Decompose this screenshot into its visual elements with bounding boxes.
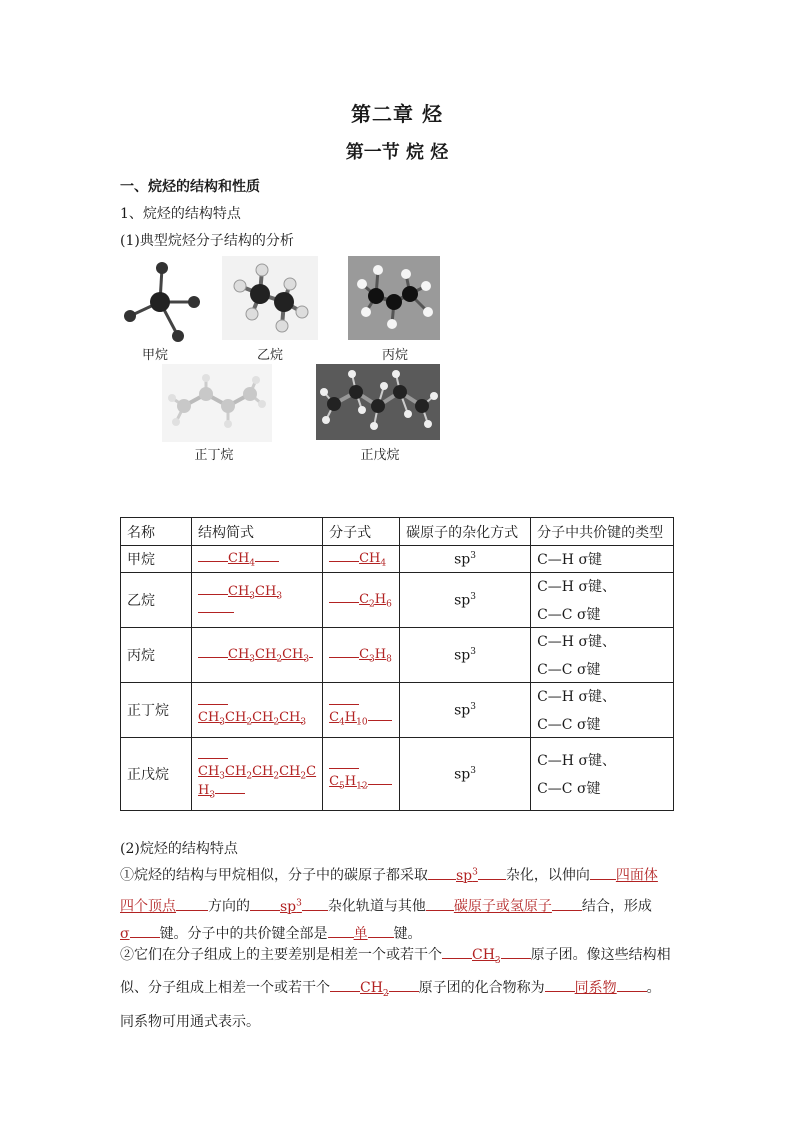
row-hybrid: $sp^3$ [400,683,531,738]
row-formula: $CH_4$ [323,546,400,573]
header-structure: 结构简式 [192,518,323,546]
header-bonds: 分子中共价键的类型 [531,518,674,546]
row-hybrid: $sp^3$ [400,546,531,573]
propane-caption: 丙烷 [381,348,408,363]
table-row [121,628,674,683]
row-structure: $CH_3CH_3$ [192,573,323,628]
row-bonds: C—H σ键、 C—C σ键 [531,683,674,738]
table-row [121,546,674,573]
subheading-structure: 1、烷烃的结构特点 [120,206,241,222]
row-name: 甲烷 [121,546,192,573]
propane-model-image [348,256,440,340]
header-formula: 分子式 [323,518,400,546]
header-hybrid: 碳原子的杂化方式 [400,518,531,546]
row-bonds: C—H σ键、 C—C σ键 [531,573,674,628]
pentane-caption: 正戊烷 [360,448,400,463]
paragraph-2: ②它们在分子组成上的主要差别是相差一个或若干个 $CH_3$ 原子团。像这些结构相 似、分子组成上相差一个或若干个 $CH_2$ 原子团的化合物称为 同系物 。 同系物可用通式表示。 [120,947,671,1030]
table-row [121,683,674,738]
pentane-model-image [316,364,440,440]
methane-caption: 甲烷 [141,348,168,363]
row-name: 丙烷 [121,628,192,683]
row-formula: $C_3H_8$ [323,628,400,683]
chapter-title: 第二章 烃 [351,102,443,126]
row-hybrid: $sp^3$ [400,573,531,628]
row-name: 正戊烷 [121,738,192,811]
row-formula: $C_4H_{10}$ [323,683,400,738]
row-bonds: C—H σ键 [531,546,674,573]
row-bonds: C—H σ键、 C—C σ键 [531,628,674,683]
table-header-row [121,518,674,546]
methane-model-image [118,258,208,346]
row-structure: $CH_3CH_2CH_2CH_3$ [192,683,323,738]
structure-features-heading: (2)烷烃的结构特点 [120,841,238,857]
row-name: 正丁烷 [121,683,192,738]
row-bonds: C—H σ键、 C—C σ键 [531,738,674,811]
row-formula: $C_2H_6$ [323,573,400,628]
header-name: 名称 [121,518,192,546]
table-row [121,573,674,628]
row-formula: $C_5H_{12}$ [323,738,400,811]
row-structure: $CH_3CH_2CH_2CH_2C$ $H_3$ [192,738,323,811]
ethane-caption: 乙烷 [256,348,283,363]
subheading-analysis: (1)典型烷烃分子结构的分析 [120,233,294,249]
butane-caption: 正丁烷 [194,448,234,463]
alkane-table [120,517,674,811]
butane-model-image [162,364,272,442]
row-structure: $CH_3CH_2CH_3$ [192,628,323,683]
table-row [121,738,674,811]
row-hybrid: $sp^3$ [400,628,531,683]
section-heading: 一、烷烃的结构和性质 [120,179,260,195]
ethane-model-image [222,256,318,340]
row-hybrid: $sp^3$ [400,738,531,811]
paragraph-1: ①烷烃的结构与甲烷相似，分子中的碳原子都采取 $sp^3$ 杂化，以伸向 四面体 四个顶点 方向的 $sp^3$ 杂化轨道与其他 碳原子或氢原子 结合，形成 σ 键。分子中的共价键全部是 单 键。 [120,867,658,943]
section-title: 第一节 烷 烃 [345,142,449,163]
row-name: 乙烷 [121,573,192,628]
row-structure: $CH_4$ [192,546,323,573]
